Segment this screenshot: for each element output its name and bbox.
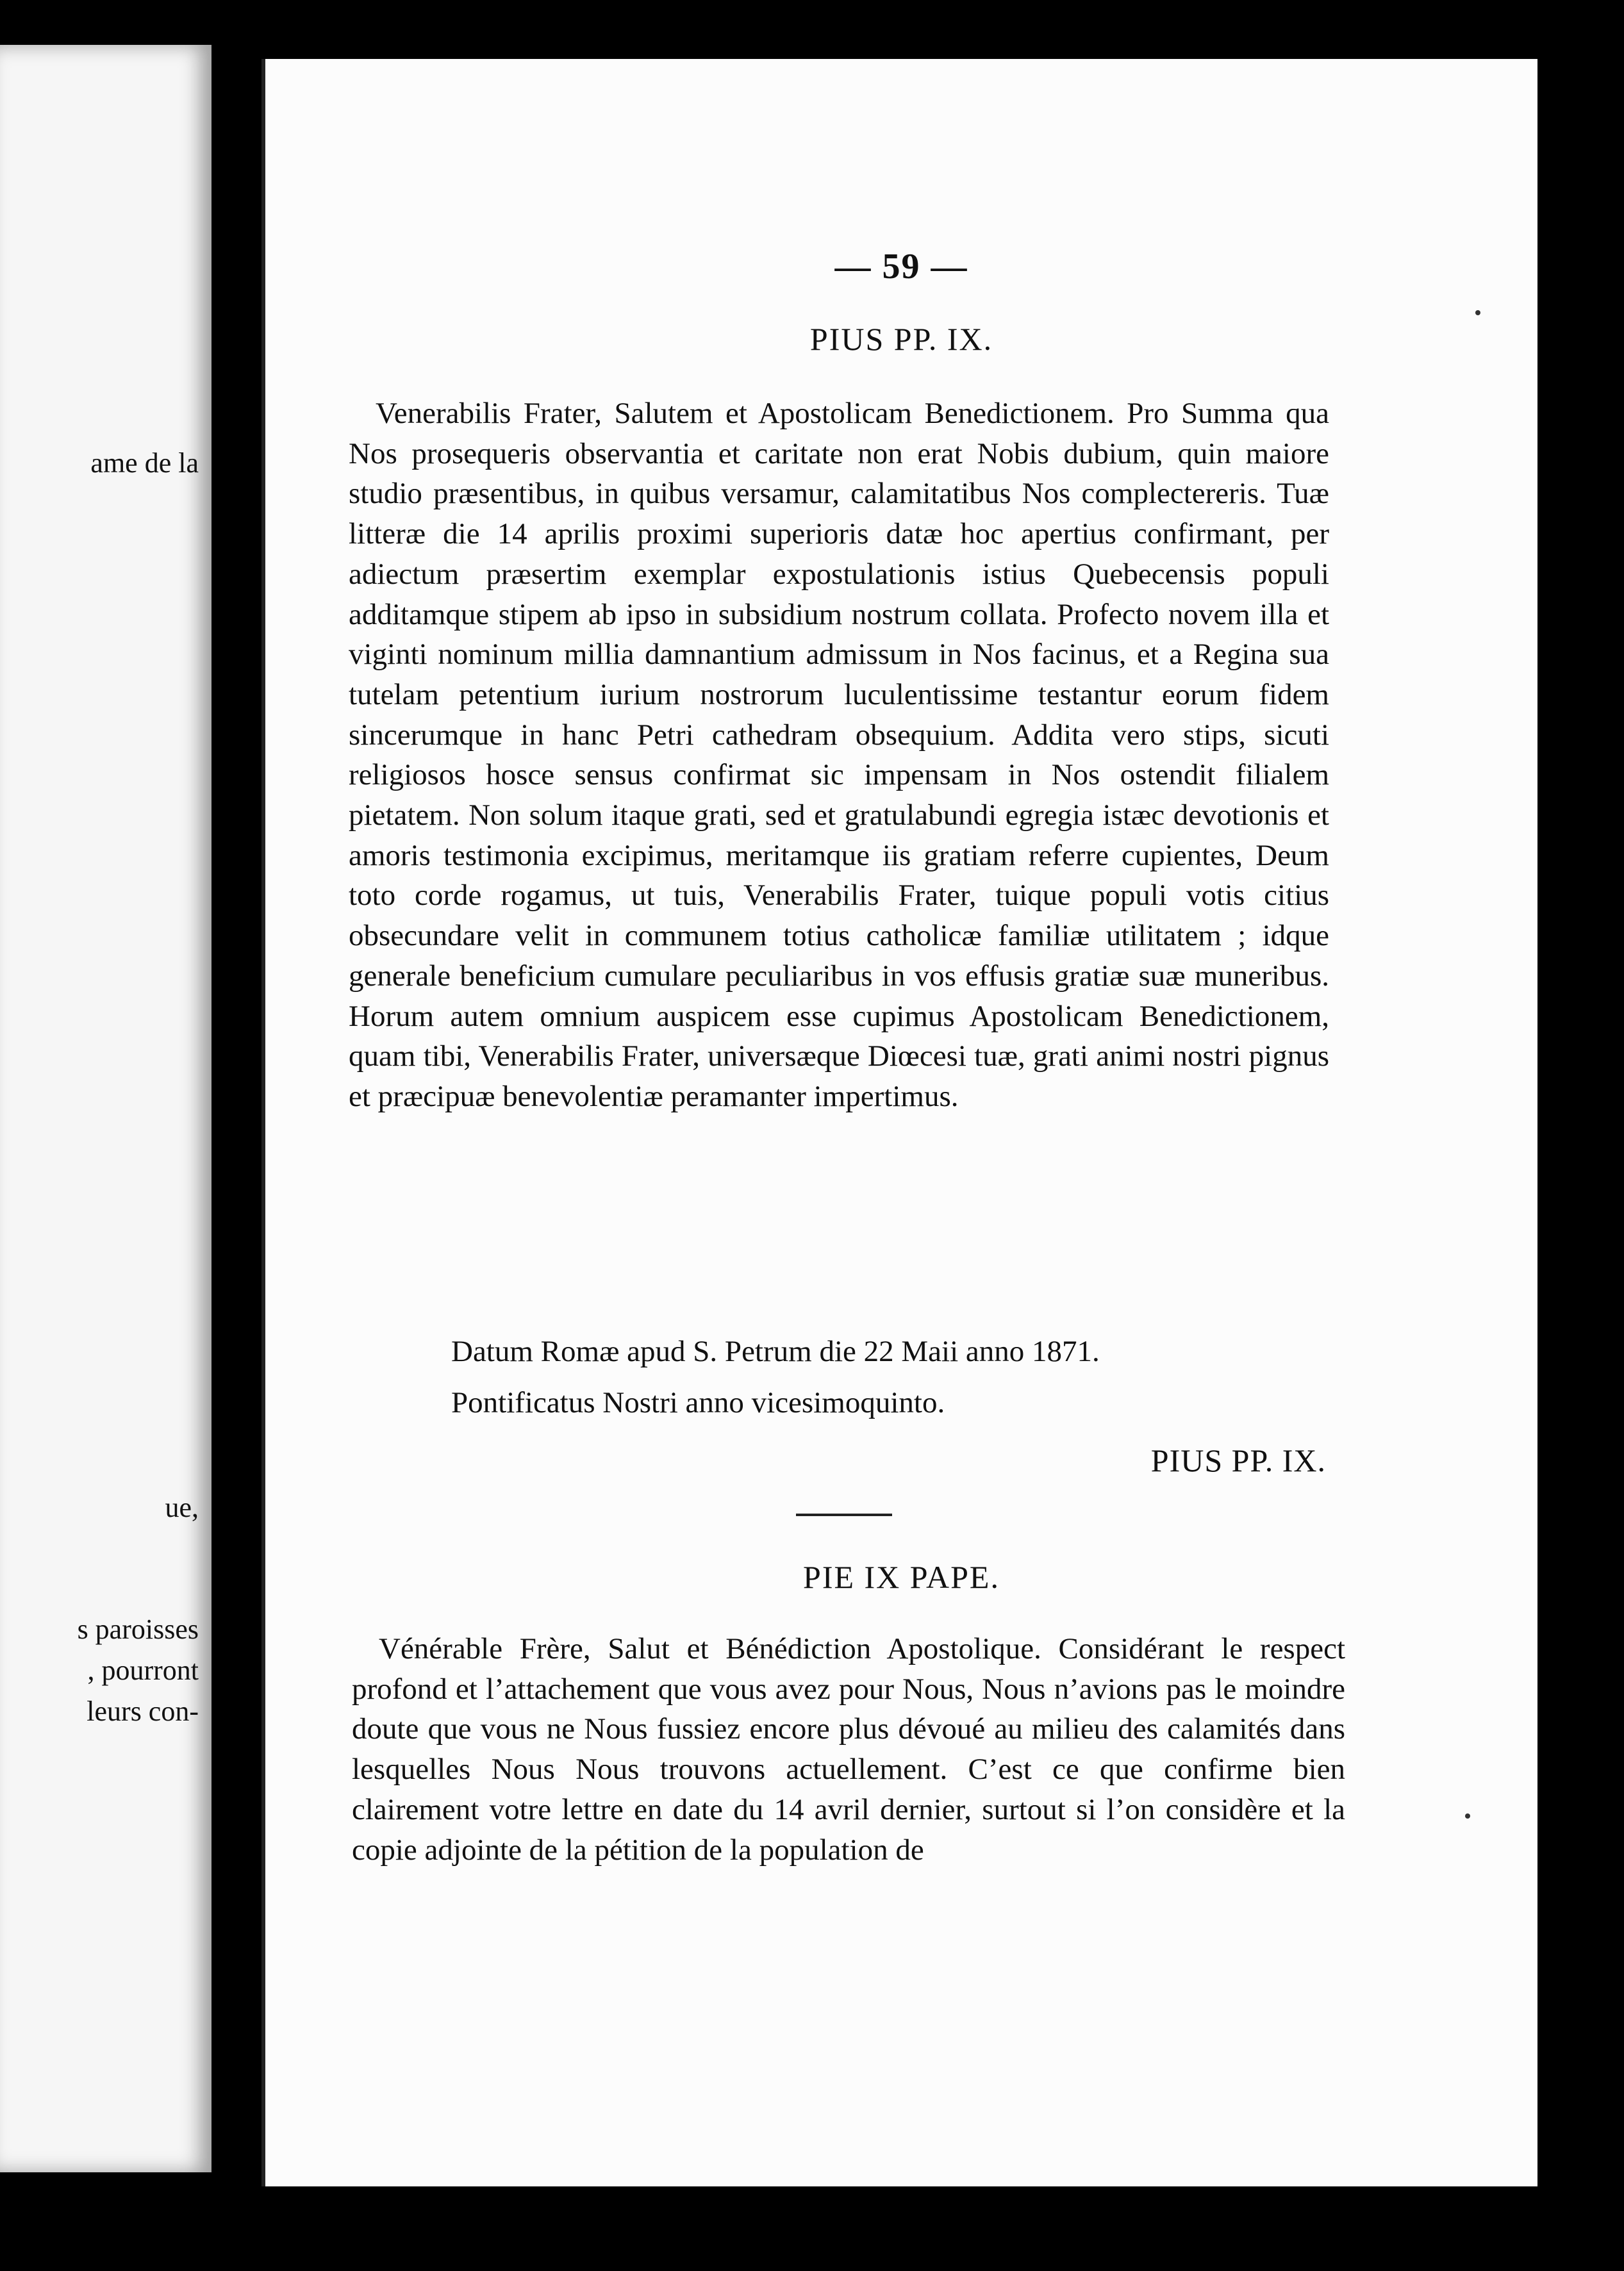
latin-dateline: Datum Romæ apud S. Petrum die 22 Maii anno 1871. <box>451 1335 1100 1368</box>
page-number: — 59 — <box>834 247 968 286</box>
left-page-line: , pourront <box>87 1655 199 1686</box>
section-divider <box>796 1514 892 1516</box>
previous-page-fragment <box>0 45 211 2172</box>
left-page-line: leurs con- <box>87 1696 199 1727</box>
paper-speck <box>1475 310 1480 315</box>
french-letter-body <box>352 1629 1345 1870</box>
latin-paragraph: Venerabilis Frater, Salutem et Apostolicam Benedictionem. Pro Summa qua Nos prosequeris observantia et caritate non erat Nobis dubium, quin maiore studio præsentibus, in quibus versamur, calamitatibus Nos complectereris. Tuæ litteræ die 14 aprilis proximi superioris datæ hoc apertius confirmant, per adiectum præsertim exemplar expostulationis istius Quebecensis populi additamque stipem ab ipso in subsidium nostrum collata. Profecto novem illa et viginti nominum millia damnantium admissum in Nos facinus, et a Regina sua tutelam petentium iurium nostrorum luculentissime testantur eorum fidem sincerumque in hanc Petri cathedram obsequium. Addita vero stips, sicuti religiosos hosce sensus confirmat sic impensam in Nos ostendit filialem pietatem. Non solum itaque grati, sed et gratulabundi egregia istæc devotionis et amoris testimonia excipimus, meritamque iis gratiam referre cupientes, Deum toto corde rogamus, ut tuis, Venerabilis Frater, tuique populi votis citius obsecundare velit in communem totius catholicæ familiæ utilitatem ; idque generale beneficium cumulare peculiaribus in vos effusis gratiæ suæ muneribus. Horum autem omnium auspicem esse cupimus Apostolicam Benedictionem, quam tibi, Venerabilis Frater, universæque Diœcesi tuæ, grati animi nostri pignus et præcipuæ benevolentiæ peramanter impertimus. <box>349 397 1329 1113</box>
latin-heading: PIUS PP. IX. <box>809 321 993 357</box>
left-page-line: ame de la <box>90 447 199 479</box>
left-page-line: s paroisses <box>77 1614 199 1645</box>
left-page-line: ue, <box>165 1492 199 1523</box>
book-gutter <box>211 0 263 2271</box>
document-page <box>261 59 1537 2186</box>
french-heading: PIE IX PAPE. <box>803 1559 1000 1595</box>
latin-pontificate-year: Pontificatus Nostri anno vicesimoquinto. <box>451 1386 945 1419</box>
latin-letter-body <box>349 393 1329 1117</box>
french-paragraph: Vénérable Frère, Salut et Bénédiction Apostolique. Considérant le respect profond et l’attachement que vous avez pour Nous, Nous n’avions pas le moindre doute que vous ne Nous fussiez encore plus dévoué au milieu des calamités dans lesquelles Nous Nous trouvons actuellement. C’est ce que confirme bien clairement votre lettre en date du 14 avril dernier, surtout si l’on considère et la copie adjointe de la pétition de la population de <box>352 1632 1345 1867</box>
latin-signature: PIUS PP. IX. <box>1150 1442 1326 1478</box>
paper-speck <box>1465 1813 1470 1819</box>
